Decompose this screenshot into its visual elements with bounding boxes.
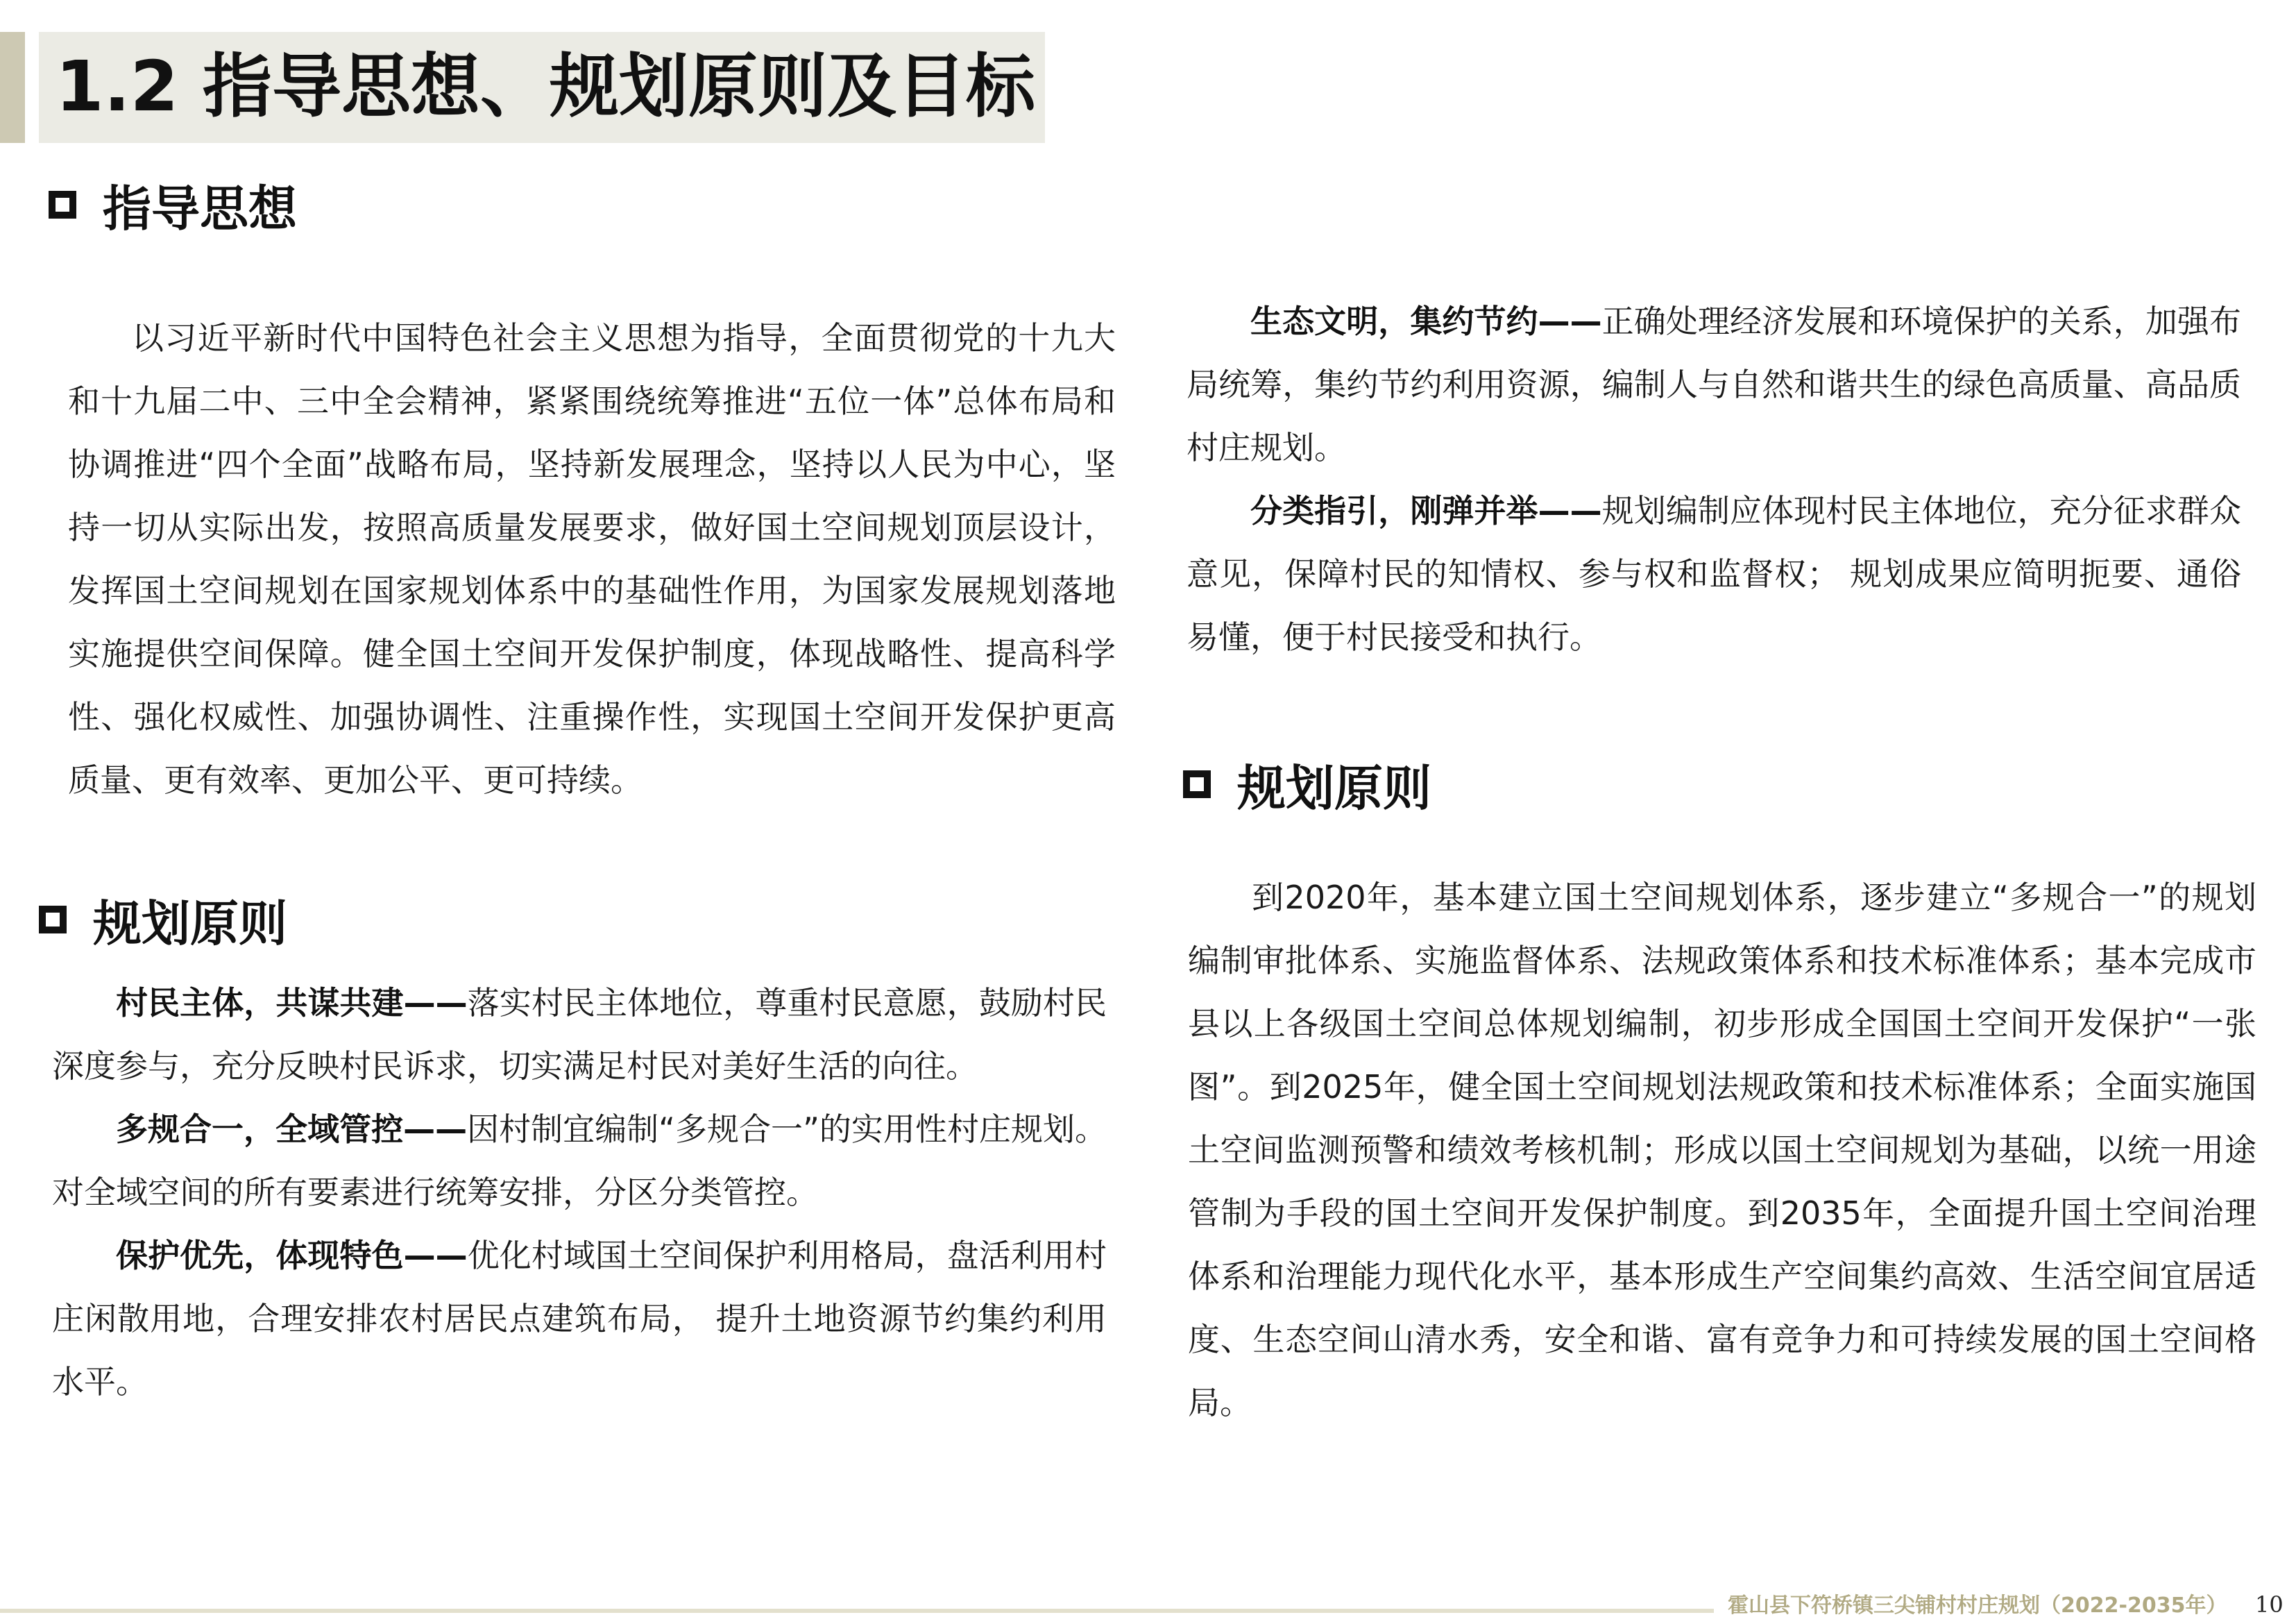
planning-principles-continued xyxy=(1187,290,2241,669)
section-heading-guiding-ideology xyxy=(49,174,297,236)
page-number: 10 xyxy=(2255,1591,2284,1618)
footer-rule xyxy=(0,1609,1714,1613)
principle-item xyxy=(1187,290,2241,480)
principle-text: 规划编制应体现村民主体地位，充分征求群众意见，保障村民的知情权、参与权和监督权； 规划成果应简明扼要、通俗易懂，便于村民接受和执行。 xyxy=(1187,492,2242,656)
principle-text: 优化村域国土空间保护利用格局，盘活利用村庄闲散用地，合理安排农村居民点建筑布局， 提升土地资源节约集约利用水平。 xyxy=(52,1237,1107,1401)
principle-title: 生态文明，集约节约—— xyxy=(1250,303,1602,340)
principle-item xyxy=(52,1224,1107,1414)
principle-text: 正确处理经济发展和环境保护的关系，加强布局统筹，集约节约利用资源，编制人与自然和谐共生的绿色高质量、高品质村庄规划。 xyxy=(1187,303,2242,466)
principle-item xyxy=(52,1098,1107,1224)
planning-goals-text xyxy=(1188,866,2256,1435)
principle-item xyxy=(52,972,1107,1098)
title-accent-bar xyxy=(0,32,25,143)
principle-title: 多规合一，全域管控—— xyxy=(116,1110,468,1148)
footer-caption: 霍山县下符桥镇三尖铺村村庄规划（2022-2035年） xyxy=(1728,1593,2227,1618)
guiding-ideology-text xyxy=(68,307,1116,812)
principle-text: 落实村民主体地位，尊重村民意愿，鼓励村民深度参与，充分反映村民诉求，切实满足村民对美好生活的向往。 xyxy=(52,984,1107,1085)
square-bullet-icon xyxy=(1183,770,1211,798)
paragraph: 到2020年，基本建立国土空间规划体系，逐步建立“多规合一”的规划编制审批体系、实施监督体系、法规政策体系和技术标准体系；基本完成市县以上各级国土空间总体规划编制，初步形成全国国土空间开发保护“一张图”。到2025年，健全国土空间规划法规政策和技术标准体系；全面实施国土空间监测预警和绩效考核机制；形成以国土空间规划为基础，以统一用途管制为手段的国土空间开发保护制度。到2035年，全面提升国土空间治理体系和治理能力现代化水平，基本形成生产空间集约高效、生活空间宜居适度、生态空间山清水秀，安全和谐、富有竞争力和可持续发展的国土空间格局。 xyxy=(1188,879,2256,1421)
section-heading-label: 规划原则 xyxy=(93,895,287,952)
square-bullet-icon xyxy=(49,191,76,219)
principle-title: 村民主体，共谋共建—— xyxy=(116,984,468,1022)
principle-text: 因村制宜编制“多规合一”的实用性村庄规划。对全域空间的所有要素进行统筹安排，分区分类管控。 xyxy=(52,1110,1107,1211)
square-bullet-icon xyxy=(39,906,67,933)
principle-title: 保护优先，体现特色—— xyxy=(116,1237,468,1274)
principle-item xyxy=(1187,480,2241,669)
paragraph: 以习近平新时代中国特色社会主义思想为指导，全面贯彻党的十九大和十九届二中、三中全会精神，紧紧围绕统筹推进“五位一体”总体布局和协调推进“四个全面”战略布局，坚持新发展理念，坚持以人民为中心，坚持一切从实际出发，按照高质量发展要求，做好国土空间规划顶层设计，发挥国土空间规划在国家规划体系中的基础性作用，为国家发展规划落地实施提供空间保障。健全国土空间开发保护制度，体现战略性、提高科学性、强化权威性、加强协调性、注重操作性，实现国土空间开发保护更高质量、更有效率、更加公平、更可持续。 xyxy=(68,319,1116,799)
page-title: 1.2 指导思想、规划原则及目标 xyxy=(56,46,1035,127)
planning-principles-list xyxy=(52,972,1107,1414)
principle-title: 分类指引，刚弹并举—— xyxy=(1250,492,1602,530)
section-heading-planning-principles xyxy=(39,888,287,951)
section-heading-label: 规划原则 xyxy=(1237,759,1431,817)
section-heading-planning-goals xyxy=(1183,753,1431,815)
section-heading-label: 指导思想 xyxy=(103,180,297,237)
